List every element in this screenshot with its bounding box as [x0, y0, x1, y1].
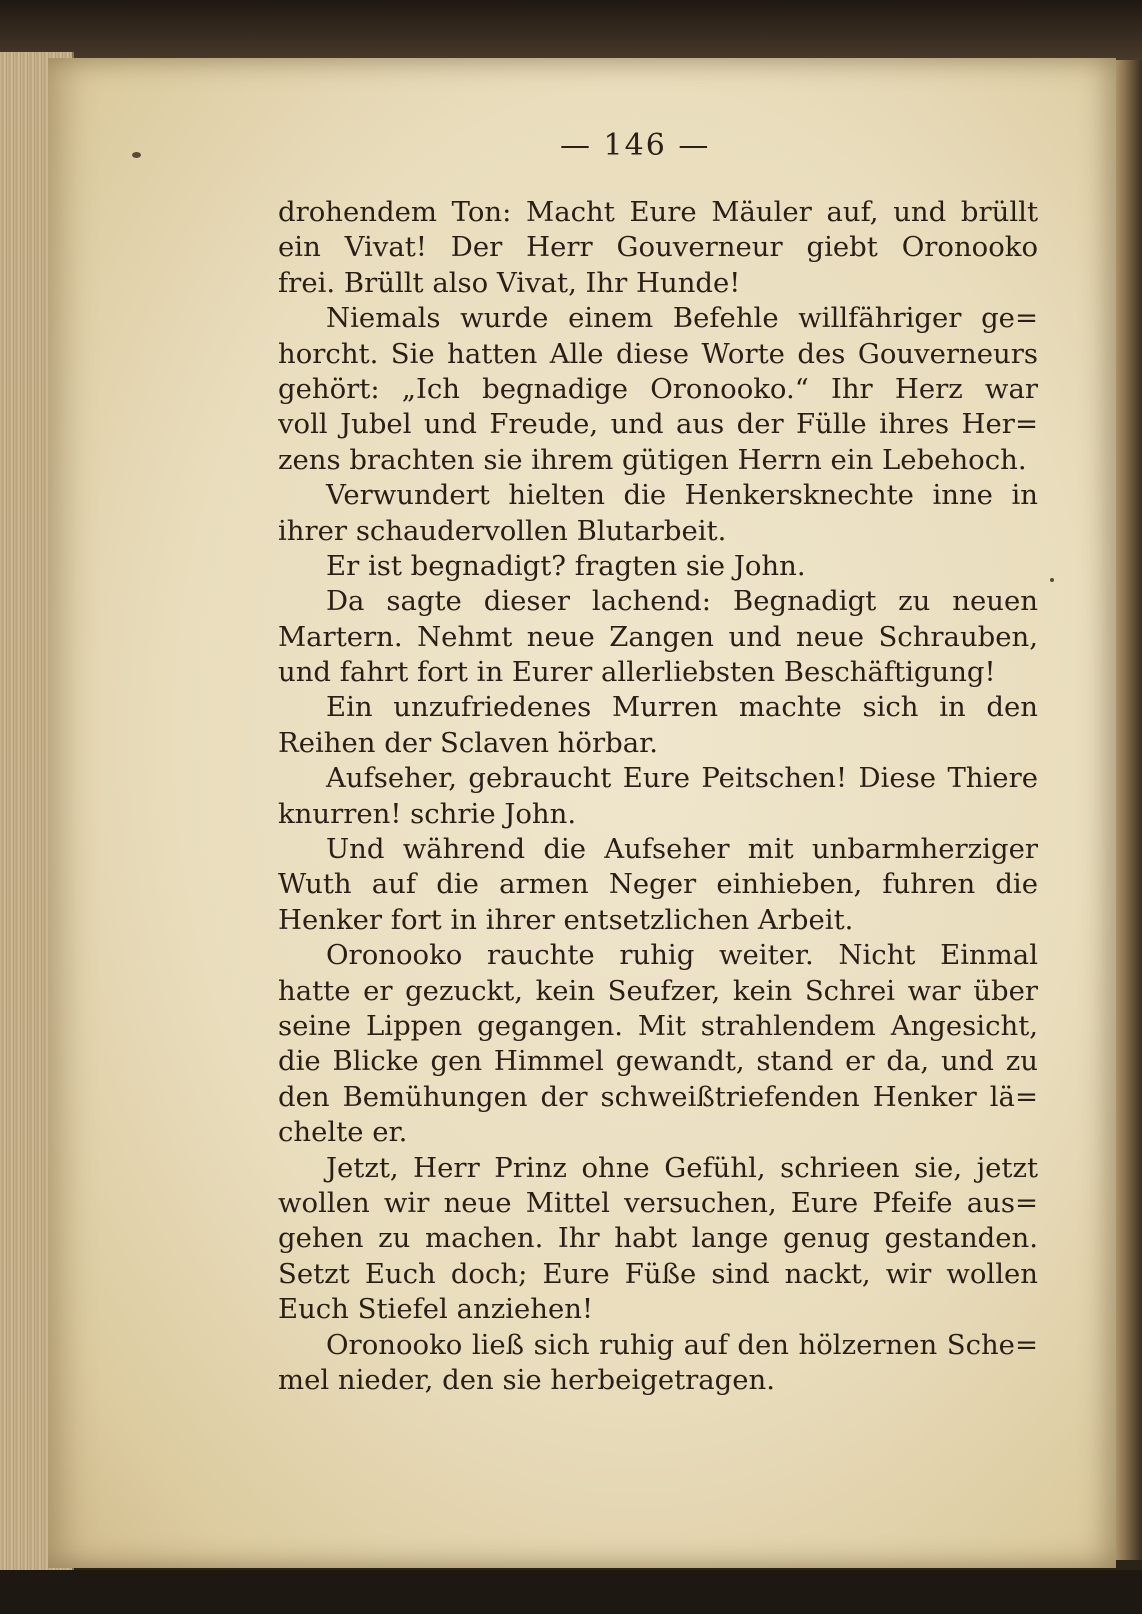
- text-line: knurren! schrie John.: [278, 797, 577, 830]
- text-line: Euch Stiefel anziehen!: [278, 1293, 594, 1326]
- page-number: — 146 —: [560, 128, 711, 163]
- text-line: Verwundert hielten die Henkersknechte inne in: [326, 479, 1038, 512]
- text-line: Er ist begnadigt? fragten sie John.: [326, 549, 806, 582]
- book-right-edge: [1112, 60, 1142, 1560]
- text-line: Henker fort in ihrer entsetzlichen Arbeit.: [278, 903, 854, 936]
- text-line: chelte er.: [278, 1116, 408, 1149]
- text-line: Oronooko rauchte ruhig weiter. Nicht Einmal: [326, 939, 1038, 972]
- text-line: frei. Brüllt also Vivat, Ihr Hunde!: [278, 266, 741, 299]
- scan-bottom-band: [0, 1570, 1142, 1614]
- text-line: horcht. Sie hatten Alle diese Worte des Gouverneurs: [278, 337, 1038, 370]
- text-line: voll Jubel und Freude, und aus der Fülle ihres Her=: [278, 408, 1038, 441]
- text-line: Und während die Aufseher mit unbarmherziger: [326, 833, 1038, 866]
- text-line: mel nieder, den sie herbeigetragen.: [278, 1363, 776, 1396]
- text-line: wollen wir neue Mittel versuchen, Eure Pfeife aus=: [278, 1186, 1038, 1219]
- text-line: Aufseher, gebraucht Eure Peitschen! Diese Thiere: [326, 762, 1038, 795]
- text-line: ihrer schaudervollen Blutarbeit.: [278, 514, 727, 547]
- body-text: [278, 195, 1038, 1398]
- text-line: hatte er gezuckt, kein Seufzer, kein Schrei war über: [278, 974, 1038, 1007]
- text-line: die Blicke gen Himmel gewandt, stand er da, und zu: [278, 1045, 1038, 1078]
- text-line: Setzt Euch doch; Eure Füße sind nackt, wir wollen: [278, 1257, 1038, 1290]
- text-line: gehen zu machen. Ihr habt lange genug gestanden.: [278, 1222, 1038, 1255]
- text-line: zens brachten sie ihrem gütigen Herrn ein Lebehoch.: [278, 443, 1027, 476]
- ink-speck: [132, 152, 141, 158]
- text-line: ein Vivat! Der Herr Gouverneur giebt Oronooko: [278, 231, 1038, 264]
- text-line: Da sagte dieser lachend: Begnadigt zu neuen: [326, 585, 1038, 618]
- text-line: Niemals wurde einem Befehle willfähriger ge=: [326, 302, 1038, 335]
- text-line: gehört: „Ich begnadige Oronooko.“ Ihr Herz war: [278, 372, 1038, 405]
- text-line: und fahrt fort in Eurer allerliebsten Beschäftigung!: [278, 656, 996, 689]
- text-line: seine Lippen gegangen. Mit strahlendem Angesicht,: [278, 1009, 1038, 1042]
- text-line: Ein unzufriedenes Murren machte sich in den: [326, 691, 1038, 724]
- text-line: den Bemühungen der schweißtriefenden Henker lä=: [278, 1080, 1038, 1113]
- text-line: Wuth auf die armen Neger einhieben, fuhren die: [278, 868, 1038, 901]
- ink-speck: [1050, 578, 1054, 582]
- text-line: Martern. Nehmt neue Zangen und neue Schrauben,: [278, 620, 1038, 653]
- text-line: Oronooko ließ sich ruhig auf den hölzernen Sche=: [326, 1328, 1038, 1361]
- text-line: Reihen der Sclaven hörbar.: [278, 726, 658, 759]
- text-line: drohendem Ton: Macht Eure Mäuler auf, und brüllt: [278, 196, 1038, 228]
- text-line: Jetzt, Herr Prinz ohne Gefühl, schrieen sie, jetzt: [326, 1151, 1038, 1184]
